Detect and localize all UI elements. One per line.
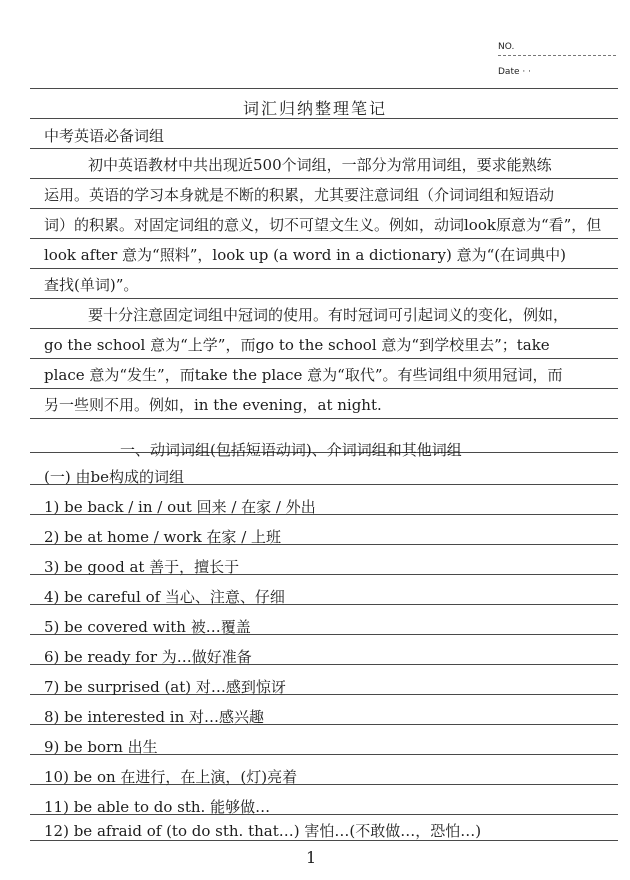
number-label: NO. (498, 42, 515, 52)
header-dotted-line (498, 55, 616, 56)
phrase-item: 2) be at home / work 在家 / 上班 (44, 528, 282, 546)
paragraph-line: 查找(单词)”。 (44, 276, 139, 294)
date-label: Date · · (498, 67, 531, 77)
paragraph-line: look after 意为“照料”，look up (a word in a dictionary) 意为“(在词典中) (44, 246, 566, 264)
page-title: 词汇归纳整理笔记 (242, 99, 387, 118)
ruled-line (30, 418, 618, 419)
ruled-line (30, 208, 618, 209)
phrase-item: 7) be surprised (at) 对…感到惊讶 (44, 678, 286, 696)
ruled-line (30, 148, 618, 149)
paragraph-line: 词）的积累。对固定词组的意义，切不可望文生义。例如，动词look原意为“看”，但 (44, 216, 602, 234)
paragraph-line: 运用。英语的学习本身就是不断的积累，尤其要注意词组（介词词组和短语动 (44, 186, 555, 204)
phrase-item: 1) be back / in / out 回来 / 在家 / 外出 (44, 498, 316, 516)
ruled-line (30, 388, 618, 389)
phrase-item: 5) be covered with 被…覆盖 (44, 618, 251, 636)
page-number: 1 (306, 848, 317, 867)
phrase-item: 4) be careful of 当心、注意、仔细 (44, 588, 285, 606)
phrase-item: 3) be good at 善于，擅长于 (44, 558, 240, 576)
phrase-item: 10) be on 在进行，在上演，(灯)亮着 (44, 768, 298, 786)
paragraph-line: place 意为“发生”，而take the place 意为“取代”。有些词组中须用冠词，而 (44, 366, 563, 384)
ruled-line (30, 178, 618, 179)
phrase-item: 8) be interested in 对…感兴趣 (44, 708, 265, 726)
phrase-item: 12) be afraid of (to do sth. that…) 害怕…(不敢做…，恐怕…) (44, 822, 482, 840)
ruled-line (30, 268, 618, 269)
paragraph-line: go the school 意为“上学”，而go to the school 意为“到学校里去”；take (44, 336, 550, 354)
ruled-line (30, 298, 618, 299)
section-heading: 中考英语必备词组 (44, 127, 165, 145)
paragraph-line: 要十分注意固定词组中冠词的使用。有时冠词可引起词义的变化，例如， (88, 306, 569, 324)
subsection-title: (一) 由be构成的词组 (44, 468, 184, 486)
ruled-line (30, 328, 618, 329)
section-title: 一、动词词组(包括短语动词)、介词词组和其他词组 (120, 441, 462, 459)
ruled-line (30, 88, 618, 89)
ruled-line (30, 238, 618, 239)
ruled-line (30, 358, 618, 359)
paragraph-line: 初中英语教材中共出现近500个词组，一部分为常用词组，要求能熟练 (88, 156, 552, 174)
phrase-item: 6) be ready for 为…做好准备 (44, 648, 252, 666)
paragraph-line: 另一些则不用。例如，in the evening，at night. (44, 396, 382, 414)
phrase-item: 9) be born 出生 (44, 738, 158, 756)
phrase-item: 11) be able to do sth. 能够做… (44, 798, 271, 816)
